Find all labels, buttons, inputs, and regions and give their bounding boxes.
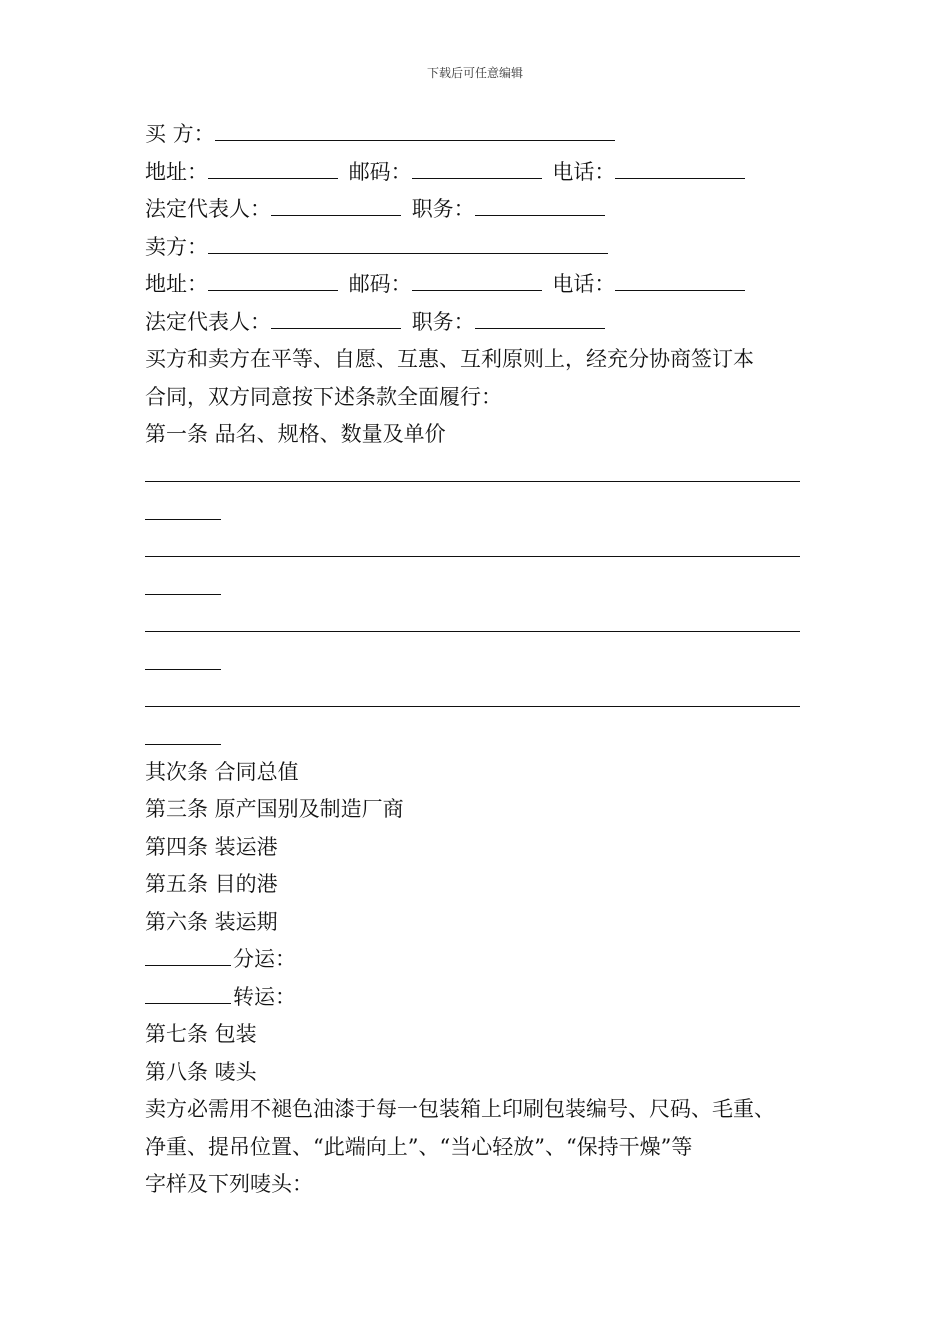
marks-text-line-1: 卖方必需用不褪色油漆于每一包装箱上印刷包装编号、尺码、毛重、: [145, 1097, 775, 1121]
seller-address-label: 地址：: [145, 272, 208, 296]
seller-contact-row: [145, 266, 815, 304]
article-1-fill-line-tail[interactable]: [145, 716, 815, 754]
seller-postcode-blank[interactable]: [412, 268, 542, 291]
seller-phone-label: 电话：: [552, 272, 616, 296]
intro-line-1: 买方和卖方在平等、自愿、互惠、互利原则上，经充分协商签订本: [145, 347, 754, 371]
article-1-fill-line-tail[interactable]: [145, 491, 815, 529]
partial-shipment-label: 分运：: [233, 947, 296, 971]
seller-postcode-label: 邮码：: [348, 272, 412, 296]
seller-rep-row: [145, 304, 815, 342]
article-3-heading: 第三条 原产国别及制造厂商: [145, 797, 404, 821]
seller-address-blank[interactable]: [208, 268, 338, 291]
seller-legal-rep-blank[interactable]: [271, 306, 401, 329]
buyer-position-blank[interactable]: [475, 193, 605, 216]
transshipment-blank[interactable]: [145, 981, 231, 1004]
buyer-postcode-blank[interactable]: [412, 156, 542, 179]
buyer-postcode-label: 邮码：: [348, 159, 412, 184]
transshipment-label: 转运：: [233, 984, 296, 1009]
article-1-fill-line[interactable]: [145, 679, 815, 717]
article-1-fill-line[interactable]: [145, 529, 815, 567]
buyer-phone-blank[interactable]: [615, 156, 745, 179]
marks-text-line-2: 净重、提吊位置、“此端向上”、“当心轻放”、“保持干燥”等: [145, 1134, 693, 1159]
article-1-fill-line[interactable]: [145, 604, 815, 642]
seller-phone-blank[interactable]: [615, 268, 745, 291]
buyer-position-label: 职务：: [411, 197, 475, 221]
seller-name-blank[interactable]: [208, 231, 608, 254]
buyer-contact-row: [145, 154, 815, 192]
article-4-heading: 第四条 装运港: [145, 834, 278, 859]
seller-position-label: 职务：: [411, 309, 475, 334]
marks-text-line-3: 字样及下列唛头：: [145, 1172, 313, 1196]
buyer-name-blank[interactable]: [215, 118, 615, 141]
buyer-rep-row: [145, 191, 815, 229]
article-8-heading: 第八条 唛头: [145, 1059, 257, 1084]
article-1-fill-line[interactable]: [145, 454, 815, 492]
article-5-heading: 第五条 目的港: [145, 872, 278, 896]
article-1-fill-line-tail[interactable]: [145, 566, 815, 604]
seller-row: [145, 229, 815, 267]
transshipment-row: [145, 979, 815, 1017]
partial-shipment-row: [145, 941, 815, 979]
article-1-heading: 第一条 品名、规格、数量及单价: [145, 422, 446, 446]
buyer-phone-label: 电话：: [552, 159, 616, 184]
buyer-address-label: 地址：: [145, 159, 208, 184]
intro-line-2: 合同，双方同意按下述条款全面履行：: [145, 384, 502, 409]
article-6-heading: 第六条 装运期: [145, 909, 278, 934]
buyer-address-blank[interactable]: [208, 156, 338, 179]
article-7-heading: 第七条 包装: [145, 1022, 257, 1046]
contract-body: [145, 116, 815, 1204]
buyer-row: [145, 116, 815, 154]
buyer-label: 买 方：: [145, 122, 215, 146]
seller-position-blank[interactable]: [475, 306, 605, 329]
seller-label: 卖方：: [145, 234, 208, 259]
buyer-legal-rep-blank[interactable]: [271, 193, 401, 216]
seller-legal-rep-label: 法定代表人：: [145, 309, 271, 334]
article-1-fill-line-tail[interactable]: [145, 641, 815, 679]
page-header-note: 下载后可任意编辑: [426, 66, 523, 80]
buyer-legal-rep-label: 法定代表人：: [145, 197, 271, 221]
partial-shipment-blank[interactable]: [145, 943, 231, 966]
article-2-heading: 其次条 合同总值: [145, 759, 299, 784]
